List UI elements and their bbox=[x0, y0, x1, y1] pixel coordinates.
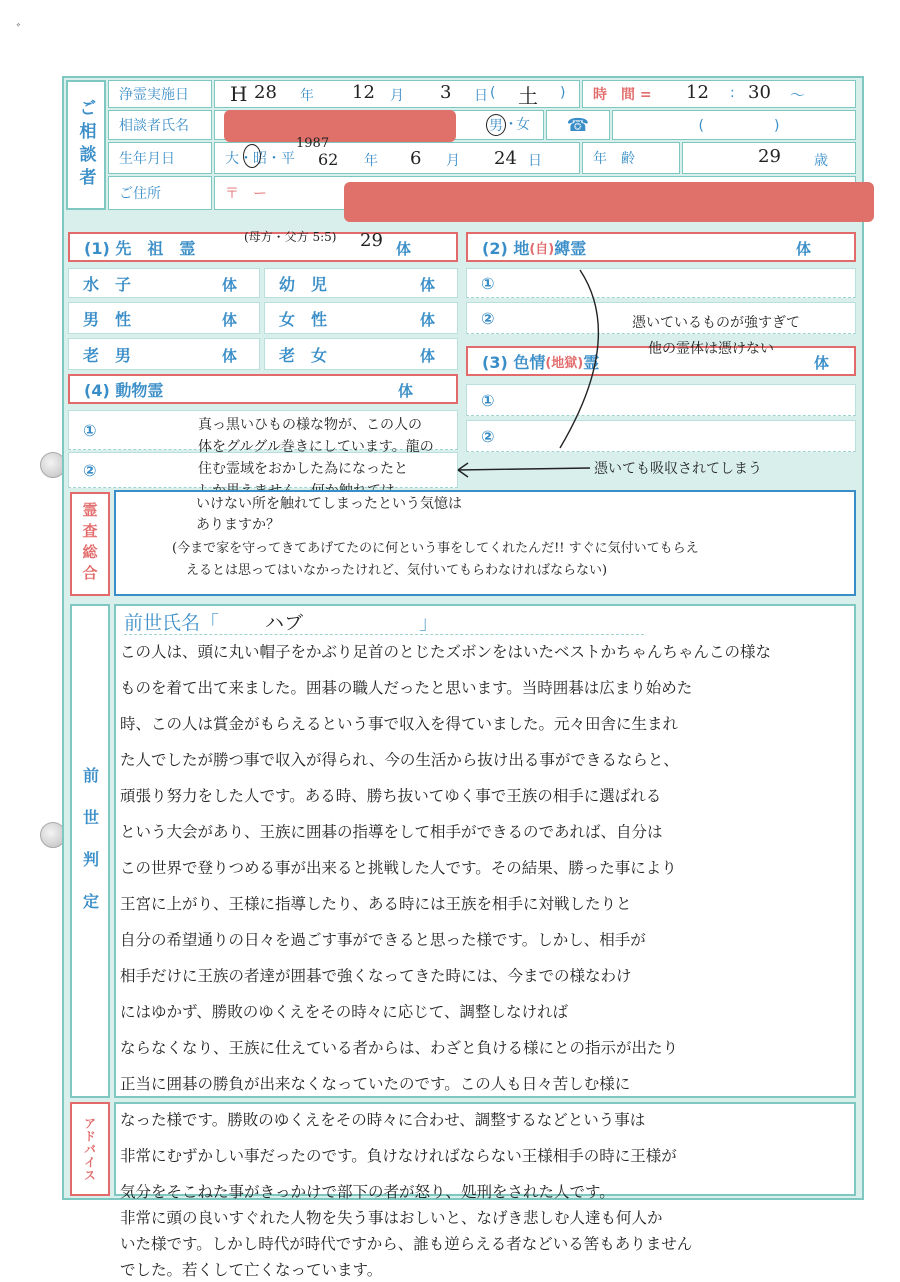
jibaku-unit: 体 bbox=[796, 240, 812, 258]
past-life-line: 頑張り努力をした人です。ある時、勝ち抜いてゆく事で王族の相手に選ばれる bbox=[120, 787, 662, 805]
past-life-line: ならなくなり、王族に仕えている者からは、わざと負ける様にとの指示が出たり bbox=[120, 1039, 679, 1057]
ancestor-unit: 体 bbox=[396, 240, 412, 258]
rounan-unit: 体 bbox=[222, 347, 238, 365]
weekday-close: ) bbox=[560, 85, 566, 101]
mizuko-label: 水 子 bbox=[83, 274, 132, 294]
month-unit: 月 bbox=[390, 88, 404, 104]
past-life-line: ものを着て出て来ました。囲碁の職人だったと思います。当時囲碁は広まり始めた bbox=[120, 679, 693, 697]
josei-unit: 体 bbox=[420, 311, 436, 329]
past-life-line: にはゆかず、勝敗のゆくえをその時々に応じて、調整しなければ bbox=[120, 1003, 568, 1021]
past-life-side-label: 前世判定 bbox=[70, 604, 110, 1098]
age-label: 年 齢 bbox=[582, 142, 680, 174]
animal-note-line: 真っ黒いひもの様な物が、この人の bbox=[198, 417, 422, 433]
past-life-line: という大会があり、王族に囲碁の指導をして相手ができるのであれば、自分は bbox=[120, 823, 663, 841]
past-life-line: 気分をそこねた事がきっかけで部下の者が怒り、処刑をされた人です。 bbox=[120, 1183, 615, 1201]
summary-line: えるとは思ってはいなかったけれど、気付いてもらわなければならない) bbox=[186, 563, 608, 578]
past-life-line: 相手だけに王族の者達が囲碁で強くなってきた時には、今までの様なわけ bbox=[120, 967, 632, 985]
western-year: 1987 bbox=[296, 136, 330, 151]
youji-unit: 体 bbox=[420, 276, 436, 294]
birthdate-label: 生年月日 bbox=[108, 142, 212, 174]
jibaku-label-post: 縛霊 bbox=[554, 238, 587, 258]
past-life-name: ハブ bbox=[265, 612, 304, 634]
animal-label: (4) 動物霊 bbox=[84, 380, 164, 400]
redaction-name bbox=[224, 110, 456, 142]
shikijo-note: 憑いても吸収されてしまう bbox=[594, 461, 762, 477]
roujo-label: 老 女 bbox=[279, 345, 328, 365]
weekday-open: ( bbox=[490, 85, 496, 101]
past-life-line: 非常に頭の良いすぐれた人物を失う事はおしいと、なげき悲しむ人達も何人か bbox=[120, 1209, 663, 1227]
shikijo-label: (3) 色情 bbox=[482, 352, 546, 372]
summary-quote bbox=[172, 538, 699, 582]
past-life-line: いた様です。しかし時代が時代ですから、誰も逆らえる者などいる筈もありません bbox=[120, 1235, 693, 1253]
redaction-address bbox=[344, 182, 874, 222]
hour-value: 12 bbox=[686, 82, 709, 103]
roujo-unit: 体 bbox=[420, 347, 436, 365]
past-life-line: 王宮に上がり、王様に指導したり、ある時には王族を相手に対戦したりと bbox=[120, 895, 632, 913]
summary-line: (今まで家を守ってきてあげてたのに何という事をしてくれたんだ!! すぐに気付いてもらえ bbox=[172, 541, 699, 556]
phone-field[interactable] bbox=[612, 110, 856, 140]
advice-side-label: アドバイス bbox=[70, 1102, 110, 1196]
summary-line: いけない所を触れてしまったという気憶は bbox=[196, 496, 462, 512]
weekday-value: 土 bbox=[518, 84, 538, 108]
num-1: ① bbox=[481, 273, 495, 293]
annotation-arrows bbox=[450, 258, 650, 488]
num-1: ① bbox=[83, 420, 97, 440]
num-1: ① bbox=[481, 390, 495, 410]
past-life-line: 時、この人は賞金がもらえるという事で収入を得ていました。元々田舎に生まれ bbox=[120, 715, 679, 733]
shikijo-unit: 体 bbox=[814, 354, 830, 372]
ancestor-label: (1) 先 祖 霊 bbox=[84, 238, 196, 258]
birth-day-unit: 日 bbox=[528, 153, 542, 169]
month-value: 12 bbox=[352, 82, 375, 103]
date-label: 浄霊実施日 bbox=[108, 80, 212, 108]
animal-note bbox=[198, 414, 434, 502]
gender-dot: ・ bbox=[504, 117, 518, 133]
year-value: 28 bbox=[254, 82, 277, 103]
jibaku-note-2: 他の霊体は憑けない bbox=[648, 341, 774, 357]
rounan-label: 老 男 bbox=[83, 345, 132, 365]
jibaku-label: (2) 地 bbox=[482, 238, 530, 258]
name-label: 相談者氏名 bbox=[108, 110, 212, 140]
birth-month-unit: 月 bbox=[446, 153, 460, 169]
past-life-name-row bbox=[124, 608, 438, 635]
youji-label: 幼 児 bbox=[279, 274, 328, 294]
phone-icon-cell bbox=[546, 110, 610, 140]
animal-note-line: 住む霊域をおかした為になったと bbox=[198, 461, 408, 477]
jibaku-note-1: 憑いているものが強すぎて bbox=[632, 315, 800, 331]
birth-year: 62 bbox=[318, 150, 339, 169]
num-2: ② bbox=[83, 460, 97, 480]
past-life-line: でした。若くして亡くなっています。 bbox=[120, 1261, 383, 1279]
ancestor-count: 29 bbox=[360, 230, 383, 251]
time-field[interactable] bbox=[582, 80, 856, 108]
num-2: ② bbox=[481, 426, 495, 446]
past-life-line: この世界で登りつめる事が出来ると挑戦した人です。その結果、勝った事により bbox=[120, 859, 677, 877]
address-label: ご住所 bbox=[108, 176, 212, 210]
ancestor-note: (母方・父方 5:5) bbox=[244, 230, 337, 244]
era-options: 大・昭・平 bbox=[225, 151, 295, 167]
shikijo-label-post: 霊 bbox=[583, 352, 600, 372]
gender-male[interactable]: 男 bbox=[486, 114, 506, 136]
past-life-line: この人は、頭に丸い帽子をかぶり足首のとじたズボンをはいたベストかちゃんちゃんこの様な bbox=[120, 643, 772, 661]
birth-day: 24 bbox=[494, 148, 517, 169]
josei-label: 女 性 bbox=[279, 309, 328, 329]
phone-icon: ☎ bbox=[566, 114, 590, 136]
time-sep: : bbox=[730, 85, 735, 101]
day-unit: 日 bbox=[474, 88, 488, 104]
past-life-name-close: 」 bbox=[419, 612, 439, 634]
birth-year-unit: 年 bbox=[364, 153, 378, 169]
summary-side-label: 霊査総合 bbox=[70, 492, 110, 596]
jibaku-jisei: (自) bbox=[529, 241, 555, 257]
year-unit: 年 bbox=[300, 88, 314, 104]
past-life-name-label: 前世氏名「 bbox=[124, 612, 220, 634]
era-value: H bbox=[230, 82, 248, 106]
shikijo-jigoku: (地獄) bbox=[545, 355, 584, 371]
age-unit: 歳 bbox=[814, 153, 828, 169]
animal-note-line: 体をグルグル巻きにしています。龍の bbox=[198, 439, 434, 455]
consultant-side-label: ご相談者 bbox=[66, 80, 106, 210]
day-value: 3 bbox=[440, 82, 452, 103]
past-life-line: た人でしたが勝つ事で収入が得られ、今の生活から抜け出る事ができるならと、 bbox=[120, 751, 679, 769]
phone-paren: ( ) bbox=[698, 118, 780, 134]
past-life-line: なった様です。勝敗のゆくえをその時々に合わせ、調整するなどという事は bbox=[120, 1111, 646, 1129]
gender-female[interactable]: 女 bbox=[516, 117, 530, 133]
num-2: ② bbox=[481, 308, 495, 328]
summary-line: ありますか？ bbox=[196, 517, 280, 533]
past-life-line: 自分の希望通りの日々を過ごす事ができると思った様です。しかし、相手が bbox=[120, 931, 646, 949]
era-circle-showa bbox=[243, 144, 261, 168]
dansei-label: 男 性 bbox=[83, 309, 132, 329]
past-life-line: 正当に囲碁の勝負が出来なくなっていたのです。この人も日々苦しむ様に bbox=[120, 1075, 631, 1093]
birth-month: 6 bbox=[410, 148, 422, 169]
past-life-line: 非常にむずかしい事だったのです。負けなければならない王様相手の時に王様が bbox=[120, 1147, 677, 1165]
time-tilde: 〜 bbox=[790, 86, 806, 104]
summary-text bbox=[196, 494, 462, 536]
age-value: 29 bbox=[758, 146, 781, 167]
postal-mark: 〒 ー bbox=[225, 186, 267, 202]
dansei-unit: 体 bbox=[222, 311, 238, 329]
name-underline bbox=[124, 634, 644, 635]
mizuko-unit: 体 bbox=[222, 276, 238, 294]
animal-unit: 体 bbox=[398, 382, 414, 400]
birthdate-field[interactable] bbox=[214, 142, 580, 174]
corner-mark: ﾞ bbox=[16, 23, 23, 39]
minute-value: 30 bbox=[748, 82, 771, 103]
time-label: 時 間 = bbox=[593, 87, 652, 103]
